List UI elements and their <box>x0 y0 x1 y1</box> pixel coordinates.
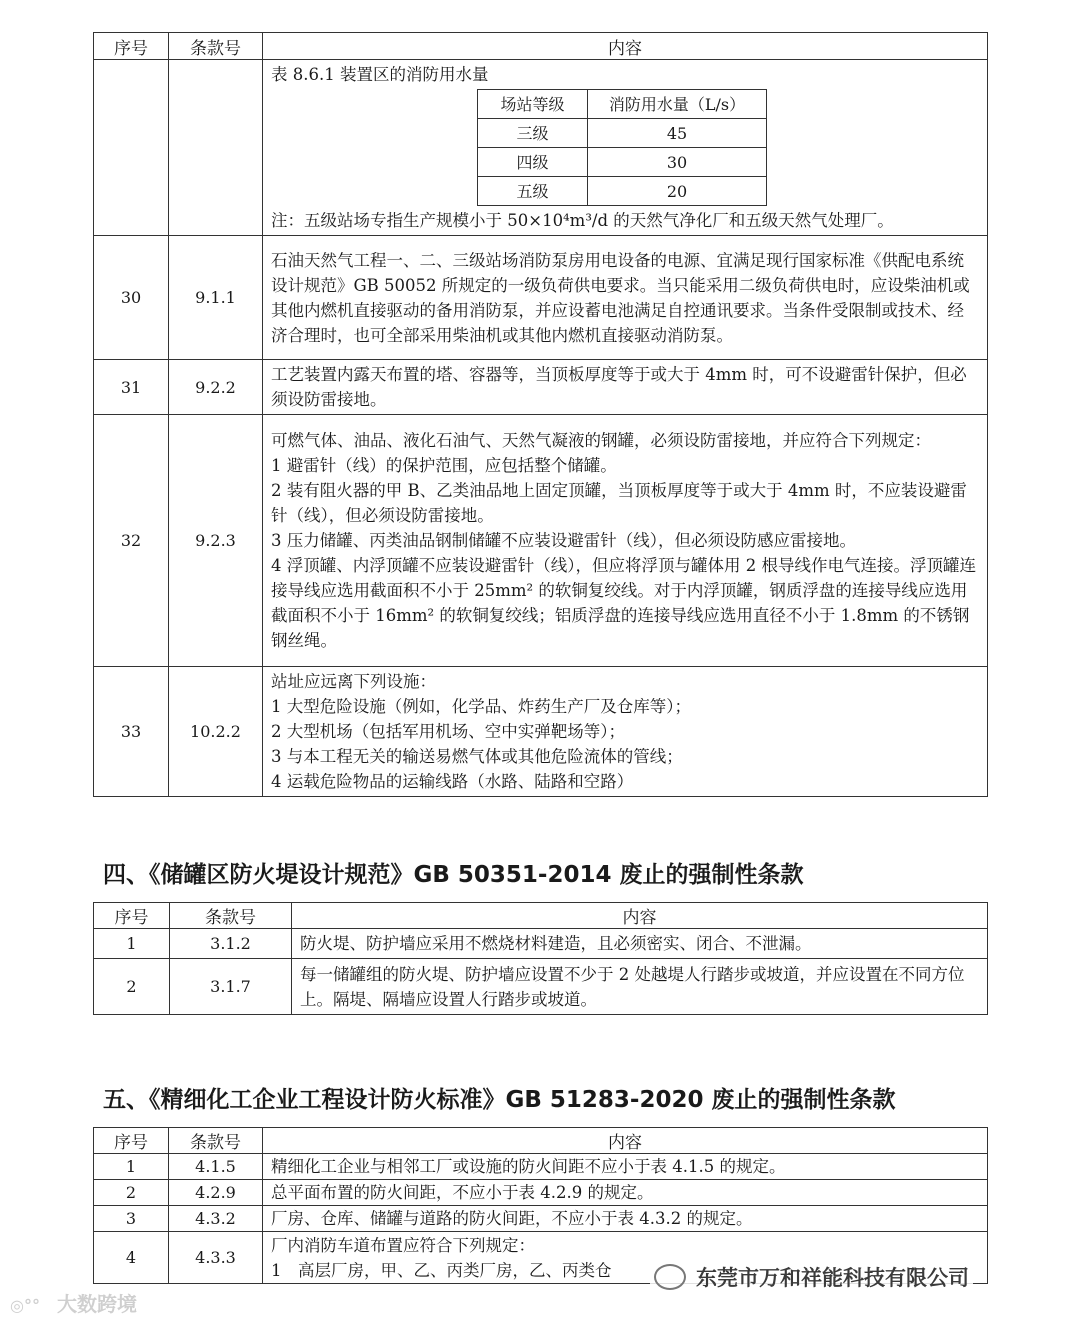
inner-cell: 45 <box>588 119 767 148</box>
inner-cell: 五级 <box>478 177 588 206</box>
dike-clauses-table <box>93 902 988 1015</box>
row-content: 厂房、仓库、储罐与道路的防火间距，不应小于表 4.3.2 的规定。 <box>263 1206 988 1232</box>
row-clause: 10.2.2 <box>169 667 263 797</box>
row-content <box>263 360 988 415</box>
row-clause: 4.3.3 <box>169 1232 263 1284</box>
table-row <box>94 236 988 360</box>
table-header-row <box>94 1128 988 1154</box>
header-clause: 条款号 <box>169 1128 263 1154</box>
water-use-table <box>477 89 767 206</box>
row-content <box>263 60 988 236</box>
row-clause <box>169 60 263 236</box>
row-clause: 9.2.3 <box>169 415 263 667</box>
row-no: 2 <box>94 959 170 1015</box>
header-content: 内容 <box>263 1128 988 1154</box>
row-content: 精细化工企业与相邻工厂或设施的防火间距不应小于表 4.1.5 的规定。 <box>263 1154 988 1180</box>
section-heading: 五、《精细化工企业工程设计防火标准》GB 51283-2020 废止的强制性条款 <box>103 1087 896 1113</box>
row-content: 防火堤、防护墙应采用不燃烧材料建造，且必须密实、闭合、不泄漏。 <box>292 929 988 959</box>
content-line: 石油天然气工程一、二、三级站场消防泵房用电设备的电源、宜满足现行国家标准《供配电系统设计规范》GB 50052 所规定的一级负荷供电要求。当只能采用二级负荷供电时，应设柴油机或其他内燃机直接驱动的备用消防泵，并应设蓄电池满足自控通讯要求。当条件受限制或技术、经济合理时，也可全部采用柴油机或其他内燃机直接驱动消防泵。 <box>271 250 970 345</box>
content-line: 4 运载危险物品的运输线路（水路、陆路和空路） <box>271 772 634 791</box>
watermark-left-text: 大数跨境 <box>56 1292 137 1316</box>
header-clause: 条款号 <box>170 903 292 929</box>
watermark-right <box>650 1260 973 1294</box>
row-content: 每一储罐组的防火堤、防护墙应设置不少于 2 处越堤人行踏步或坡道，并应设置在不同方位上。隔堤、隔墙应设置人行踏步或坡道。 <box>292 959 988 1015</box>
content-line: 3 压力储罐、丙类油品钢制储罐不应装设避雷针（线），但必须设防感应雷接地。 <box>271 531 856 550</box>
content-line: 可燃气体、油品、液化石油气、天然气凝液的钢罐，必须设防雷接地，并应符合下列规定： <box>271 431 931 450</box>
header-content: 内容 <box>263 33 988 60</box>
table-header-row <box>94 33 988 60</box>
inner-cell: 30 <box>588 148 767 177</box>
table-row <box>94 1206 988 1232</box>
row-no: 2 <box>94 1180 169 1206</box>
table-row <box>94 1154 988 1180</box>
row-no: 33 <box>94 667 169 797</box>
brand-logo-icon: ◎°° <box>10 1296 40 1315</box>
watermark-right-text: 东莞市万和祥能科技有限公司 <box>696 1266 969 1290</box>
content-line: 2 大型机场（包括军用机场、空中实弹靶场等）； <box>271 722 625 741</box>
content-line: 1 避雷针（线）的保护范围，应包括整个储罐。 <box>271 456 617 475</box>
inner-header-cell: 场站等级 <box>478 90 588 119</box>
inner-cell: 20 <box>588 177 767 206</box>
content-line: 厂内消防车道布置应符合下列规定： <box>271 1235 535 1255</box>
row-no <box>94 60 169 236</box>
header-no: 序号 <box>94 33 169 60</box>
row-content: 总平面布置的防火间距，不应小于表 4.2.9 的规定。 <box>263 1180 988 1206</box>
row-no: 1 <box>94 1154 169 1180</box>
content-line: 工艺装置内露天布置的塔、容器等，当顶板厚度等于或大于 4mm 时，可不设避雷针保护，但必须设防雷接地。 <box>271 365 967 409</box>
row-no: 30 <box>94 236 169 360</box>
section-heading: 四、《储罐区防火堤设计规范》GB 50351-2014 废止的强制性条款 <box>103 862 804 888</box>
table-row <box>94 360 988 415</box>
row-no: 32 <box>94 415 169 667</box>
content-line: 3 与本工程无关的输送易燃气体或其他危险流体的管线； <box>271 747 683 766</box>
header-no: 序号 <box>94 1128 169 1154</box>
content-line: 1 高层厂房，甲、乙、丙类厂房，乙、丙类仓 <box>271 1260 612 1280</box>
row-clause: 4.3.2 <box>169 1206 263 1232</box>
row-no: 1 <box>94 929 170 959</box>
wechat-icon <box>654 1264 686 1290</box>
header-content: 内容 <box>292 903 988 929</box>
table-row <box>94 667 988 797</box>
inner-cell: 三级 <box>478 119 588 148</box>
row-clause: 9.2.2 <box>169 360 263 415</box>
row-clause: 3.1.7 <box>170 959 292 1015</box>
clauses-table-continued <box>93 32 988 797</box>
header-clause: 条款号 <box>169 33 263 60</box>
inner-header-row <box>478 90 767 119</box>
row-content <box>263 415 988 667</box>
row-clause: 9.1.1 <box>169 236 263 360</box>
row-no: 4 <box>94 1232 169 1284</box>
content-line: 4 浮顶罐、内浮顶罐不应装设避雷针（线），但应将浮顶与罐体用 2 根导线作电气连接。浮顶罐连接导线应选用截面积不小于 25mm² 的软铜复绞线。对于内浮顶罐，钢质浮盘的连接导线应选用截面积不小于 16mm² 的软铜复绞线；铝质浮盘的连接导线应选用直径不小于 1.8mm 的不锈钢钢丝绳。 <box>271 556 976 650</box>
row-no: 31 <box>94 360 169 415</box>
content-line: 站址应远离下列设施： <box>271 672 436 691</box>
inner-header-cell: 消防用水量（L/s） <box>588 90 767 119</box>
row-content <box>263 236 988 360</box>
inner-table-caption: 表 8.6.1 装置区的消防用水量 <box>271 65 489 84</box>
table-row-continued <box>94 60 988 236</box>
table-row <box>94 929 988 959</box>
inner-row <box>478 119 767 148</box>
row-clause: 4.2.9 <box>169 1180 263 1206</box>
inner-row <box>478 177 767 206</box>
inner-cell: 四级 <box>478 148 588 177</box>
table-header-row <box>94 903 988 929</box>
row-clause: 4.1.5 <box>169 1154 263 1180</box>
content-line: 2 装有阻火器的甲 B、乙类油品地上固定顶罐，当顶板厚度等于或大于 4mm 时，不应装设避雷针（线），但必须设防雷接地。 <box>271 481 967 525</box>
header-no: 序号 <box>94 903 170 929</box>
row-clause: 3.1.2 <box>170 929 292 959</box>
inner-table-note: 注：五级站场专指生产规模小于 50×10⁴m³/d 的天然气净化厂和五级天然气处理厂。 <box>271 211 894 230</box>
row-no: 3 <box>94 1206 169 1232</box>
inner-row <box>478 148 767 177</box>
watermark-left <box>10 1288 137 1317</box>
content-line: 1 大型危险设施（例如，化学品、炸药生产厂及仓库等）； <box>271 697 691 716</box>
table-row <box>94 959 988 1015</box>
row-content <box>263 667 988 797</box>
table-row <box>94 415 988 667</box>
table-row <box>94 1180 988 1206</box>
